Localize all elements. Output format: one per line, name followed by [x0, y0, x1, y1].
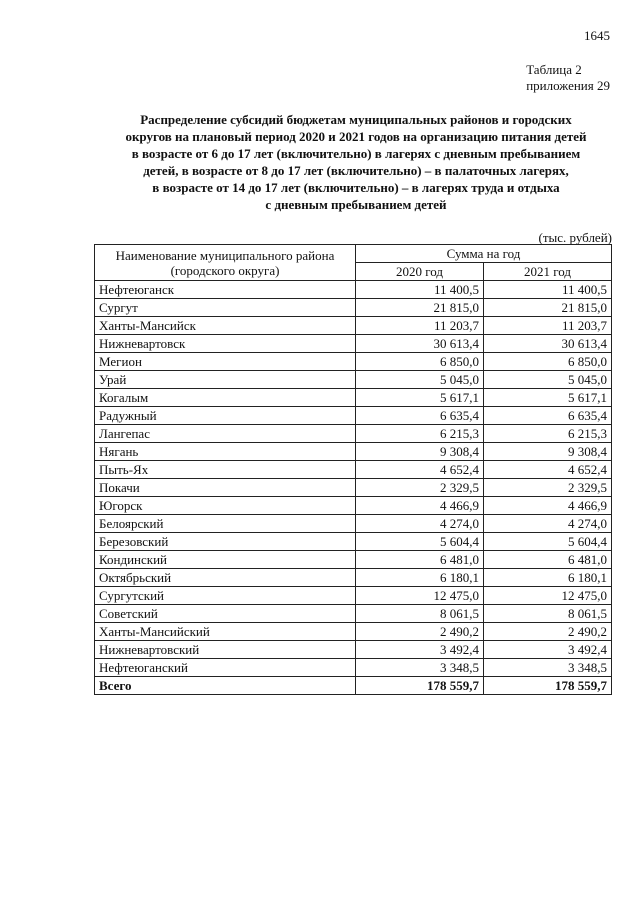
- table-row: [95, 335, 612, 353]
- column-header-sum: Сумма на год: [356, 245, 612, 263]
- value-2020-cell: 3 348,5: [356, 659, 484, 677]
- column-header-2021: 2021 год: [484, 263, 612, 281]
- value-2021-cell: 9 308,4: [484, 443, 612, 461]
- value-2020-cell: 6 850,0: [356, 353, 484, 371]
- value-2020-cell: 3 492,4: [356, 641, 484, 659]
- table-row: [95, 461, 612, 479]
- value-2020-cell: 5 045,0: [356, 371, 484, 389]
- table-ref-line2: приложения 29: [526, 78, 610, 93]
- district-name-cell: Нефтеюганский: [95, 659, 356, 677]
- district-name-cell: Кондинский: [95, 551, 356, 569]
- value-2021-cell: 5 617,1: [484, 389, 612, 407]
- value-2021-cell: 11 400,5: [484, 281, 612, 299]
- value-2021-cell: 30 613,4: [484, 335, 612, 353]
- value-2021-cell: 6 850,0: [484, 353, 612, 371]
- title-line: в возрасте от 14 до 17 лет (включительно) – в лагерях труда и отдыха: [152, 180, 560, 195]
- value-2020-cell: 9 308,4: [356, 443, 484, 461]
- value-2020-cell: 5 617,1: [356, 389, 484, 407]
- table-row: [95, 299, 612, 317]
- value-2021-cell: 4 652,4: [484, 461, 612, 479]
- value-2021-cell: 4 466,9: [484, 497, 612, 515]
- value-2021-cell: 5 045,0: [484, 371, 612, 389]
- value-2021-cell: 6 180,1: [484, 569, 612, 587]
- column-header-2020: 2020 год: [356, 263, 484, 281]
- page-number: 1645: [584, 28, 610, 43]
- column-header-name: [95, 245, 356, 281]
- header-name-line2: (городского округа): [170, 262, 280, 278]
- value-2020-cell: 178 559,7: [356, 677, 484, 695]
- value-2020-cell: 2 329,5: [356, 479, 484, 497]
- district-name-cell: Радужный: [95, 407, 356, 425]
- district-name-cell: Покачи: [95, 479, 356, 497]
- district-name-cell: Сургутский: [95, 587, 356, 605]
- table-row: [95, 317, 612, 335]
- units-label: (тыс. рублей): [538, 230, 612, 245]
- value-2021-cell: 6 215,3: [484, 425, 612, 443]
- table-row: [95, 479, 612, 497]
- subsidy-table: [94, 244, 612, 695]
- district-name-cell: Нягань: [95, 443, 356, 461]
- value-2021-cell: 2 329,5: [484, 479, 612, 497]
- value-2021-cell: 5 604,4: [484, 533, 612, 551]
- title-line: округов на плановый период 2020 и 2021 годов на организацию питания детей: [125, 129, 587, 144]
- header-name-line1: Наименование муниципального района: [115, 247, 335, 263]
- value-2020-cell: 6 180,1: [356, 569, 484, 587]
- value-2021-cell: 3 492,4: [484, 641, 612, 659]
- table-body: [95, 281, 612, 695]
- table-row: [95, 641, 612, 659]
- title-line: детей, в возрасте от 8 до 17 лет (включительно) – в палаточных лагерях,: [143, 163, 569, 178]
- value-2020-cell: 12 475,0: [356, 587, 484, 605]
- district-name-cell: Нижневартовский: [95, 641, 356, 659]
- table-row: [95, 497, 612, 515]
- value-2021-cell: 178 559,7: [484, 677, 612, 695]
- table-ref-line1: Таблица 2: [526, 62, 582, 77]
- value-2020-cell: 8 061,5: [356, 605, 484, 623]
- value-2021-cell: 21 815,0: [484, 299, 612, 317]
- value-2020-cell: 30 613,4: [356, 335, 484, 353]
- value-2020-cell: 2 490,2: [356, 623, 484, 641]
- district-name-cell: Урай: [95, 371, 356, 389]
- table-row: [95, 659, 612, 677]
- district-name-cell: Ханты-Мансийск: [95, 317, 356, 335]
- district-name-cell: Белоярский: [95, 515, 356, 533]
- title-line: с дневным пребыванием детей: [265, 197, 447, 212]
- table-row: [95, 281, 612, 299]
- value-2020-cell: 11 203,7: [356, 317, 484, 335]
- title-line: Распределение субсидий бюджетам муниципальных районов и городских: [140, 112, 572, 127]
- title-line: в возрасте от 6 до 17 лет (включительно) в лагерях с дневным пребыванием: [131, 146, 581, 161]
- total-row: [95, 677, 612, 695]
- table-row: [95, 371, 612, 389]
- value-2020-cell: 21 815,0: [356, 299, 484, 317]
- value-2020-cell: 6 481,0: [356, 551, 484, 569]
- table-row: [95, 533, 612, 551]
- table-reference: [526, 62, 610, 94]
- value-2020-cell: 6 635,4: [356, 407, 484, 425]
- table-row: [95, 389, 612, 407]
- table-row: [95, 425, 612, 443]
- value-2021-cell: 8 061,5: [484, 605, 612, 623]
- district-name-cell: Сургут: [95, 299, 356, 317]
- district-name-cell: Пыть-Ях: [95, 461, 356, 479]
- district-name-cell: Октябрьский: [95, 569, 356, 587]
- district-name-cell: Ханты-Мансийский: [95, 623, 356, 641]
- value-2021-cell: 6 481,0: [484, 551, 612, 569]
- district-name-cell: Березовский: [95, 533, 356, 551]
- district-name-cell: Советский: [95, 605, 356, 623]
- value-2021-cell: 4 274,0: [484, 515, 612, 533]
- district-name-cell: Когалым: [95, 389, 356, 407]
- value-2020-cell: 4 466,9: [356, 497, 484, 515]
- district-name-cell: Мегион: [95, 353, 356, 371]
- value-2020-cell: 11 400,5: [356, 281, 484, 299]
- header-row: [95, 245, 612, 263]
- document-title: [96, 111, 616, 213]
- district-name-cell: Югорск: [95, 497, 356, 515]
- table-row: [95, 353, 612, 371]
- district-name-cell: Всего: [95, 677, 356, 695]
- value-2021-cell: 3 348,5: [484, 659, 612, 677]
- district-name-cell: Лангепас: [95, 425, 356, 443]
- value-2020-cell: 6 215,3: [356, 425, 484, 443]
- value-2021-cell: 6 635,4: [484, 407, 612, 425]
- table-row: [95, 587, 612, 605]
- value-2021-cell: 12 475,0: [484, 587, 612, 605]
- value-2020-cell: 4 274,0: [356, 515, 484, 533]
- value-2021-cell: 11 203,7: [484, 317, 612, 335]
- value-2020-cell: 4 652,4: [356, 461, 484, 479]
- district-name-cell: Нефтеюганск: [95, 281, 356, 299]
- table-row: [95, 605, 612, 623]
- table-row: [95, 551, 612, 569]
- value-2020-cell: 5 604,4: [356, 533, 484, 551]
- table-row: [95, 515, 612, 533]
- district-name-cell: Нижневартовск: [95, 335, 356, 353]
- table-row: [95, 623, 612, 641]
- value-2021-cell: 2 490,2: [484, 623, 612, 641]
- table-row: [95, 569, 612, 587]
- table-row: [95, 443, 612, 461]
- table-row: [95, 407, 612, 425]
